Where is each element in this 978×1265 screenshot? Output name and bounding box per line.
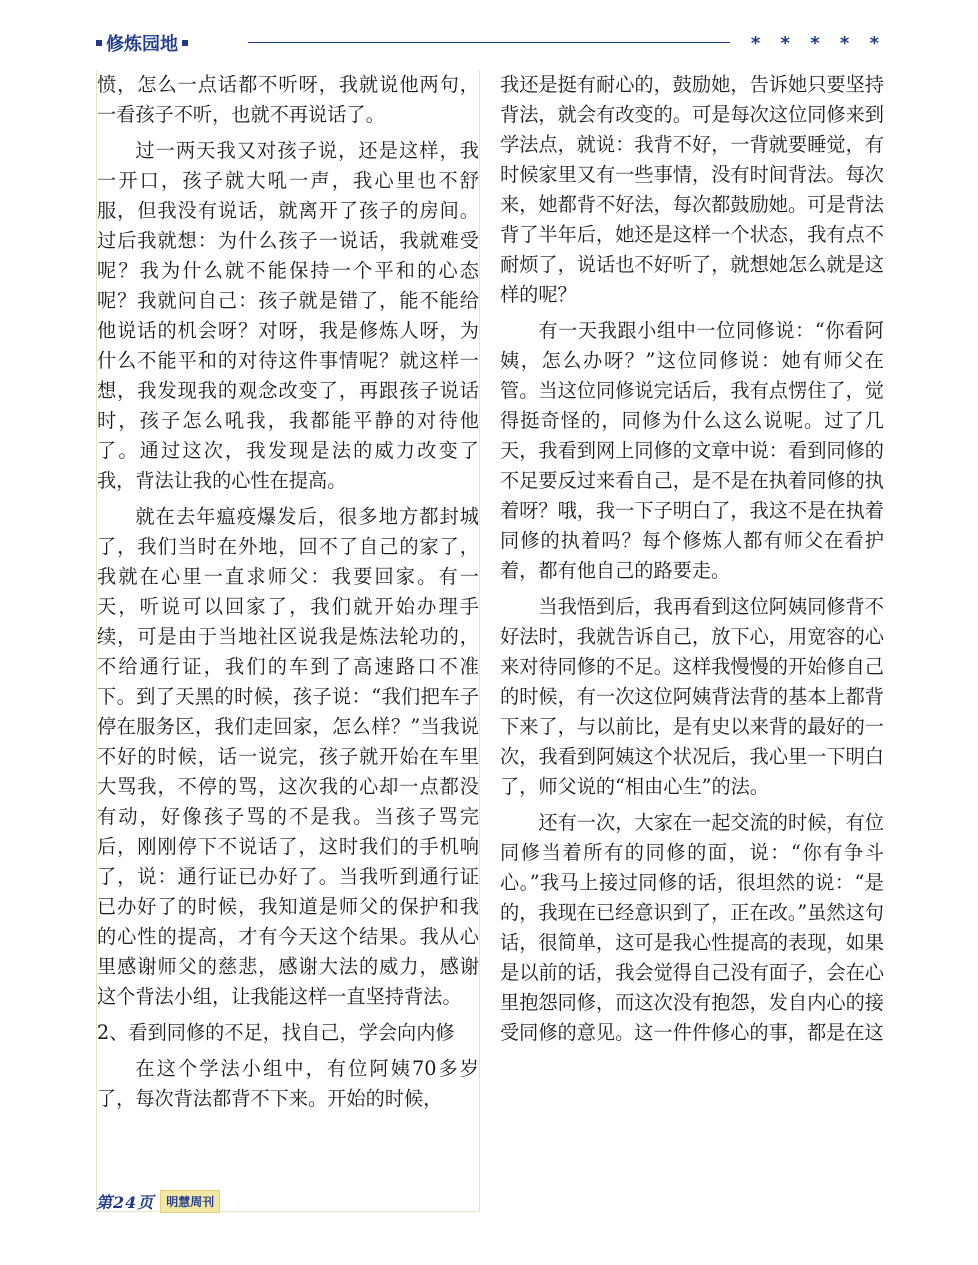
right-column xyxy=(500,70,884,1054)
paragraph: 愤，怎么一点话都不听呀，我就说他两句，一看孩子不听，也就不再说话了。 xyxy=(97,73,479,126)
section-title-group xyxy=(96,30,188,56)
page-header xyxy=(96,30,886,56)
header-stars: * * * * * xyxy=(750,32,886,54)
left-column xyxy=(96,70,480,1212)
paragraph: 就在去年瘟疫爆发后，很多地方都封城了，我们当时在外地，回不了自己的家了，我就在心里一直求师父：我要回家。有一天，听说可以回家了，我们就开始办理手续，可是由于当地社区说我是炼法轮功的，不给通行证，我们的车到了高速路口不准下。到了天黑的时候，孩子说：“我们把车子停在服务区，我们走回家，怎么样？”当我说不好的时候，话一说完，孩子就开始在车里大骂我，不停的骂，这次我的心却一点都没有动，好像孩子骂的不是我。当孩子骂完后，刚刚停下不说话了，这时我们的手机响了，说：通行证已办好了。当我听到通行证已办好了的时候，我知道是师父的保护和我的心性的提高，才有今天这个结果。我从心里感谢师父的慈悲，感谢大法的威力，感谢这个背法小组，让我能这样一直坚持背法。 xyxy=(97,505,479,1008)
square-bullet-icon xyxy=(96,40,102,46)
square-bullet-icon xyxy=(182,40,188,46)
page-number: 第24页 xyxy=(96,1192,155,1212)
paragraph: 当我悟到后，我再看到这位阿姨同修背不好法时，我就告诉自己，放下心，用宽容的心来对待同修的不足。这样我慢慢的开始修自己的时候，有一次这位阿姨背法背的基本上都背下来了，与以前比，是有史以来背的最好的一次，我看到阿姨这个状况后，我心里一下明白了，师父说的“相由心生”的法。 xyxy=(500,595,884,798)
paragraph: 过一两天我又对孩子说，还是这样，我一开口，孩子就大吼一声，我心里也不舒服，但我没有说话，就离开了孩子的房间。过后我就想：为什么孩子一说话，我就难受呢？我为什么就不能保持一个平和的心态呢？我就问自己：孩子就是错了，能不能给他说话的机会呀？对呀，我是修炼人呀，为什么不能平和的对待这件事情呢？就这样一想，我发现我的观念改变了，再跟孩子说话时，孩子怎么吼我，我都能平静的对待他了。通过这次，我发现是法的威力改变了我，背法让我的心性在提高。 xyxy=(97,139,479,492)
paragraph: 在这个学法小组中，有位阿姨70多岁了，每次背法都背不下来。开始的时候， xyxy=(97,1057,479,1110)
paragraph: 我还是挺有耐心的，鼓励她，告诉她只要坚持背法，就会有改变的。可是每次这位同修来到学法点，就说：我背不好，一背就要睡觉，有时候家里又有一些事情，没有时间背法。每次来，她都背不好法，每次都鼓励她。可是背法背了半年后，她还是这样一个状态，我有点不耐烦了，说话也不好听了，就想她怎么就是这样的呢？ xyxy=(500,73,884,306)
section-title: 修炼园地 xyxy=(106,34,178,55)
paragraph: 有一天我跟小组中一位同修说：“你看阿姨，怎么办呀？”这位同修说：她有师父在管。当这位同修说完话后，我有点愣住了，觉得挺奇怪的，同修为什么这么说呢。过了几天，我看到网上同修的文章中说：看到同修的不足要反过来看自己，是不是在执着同修的执着呀？哦，我一下子明白了，我这不是在执着同修的执着吗？每个修炼人都有师父在看护着，都有他自己的路要走。 xyxy=(500,319,884,582)
section-subheading: 2、看到同修的不足，找自己，学会向内修 xyxy=(97,1021,455,1044)
header-divider xyxy=(248,42,730,43)
magazine-name-tag: 明慧周刊 xyxy=(160,1190,220,1213)
page-footer xyxy=(96,1189,220,1213)
paragraph: 还有一次，大家在一起交流的时候，有位同修当着所有的同修的面，说：“你有争斗心。”我马上接过同修的话，很坦然的说：“是的，我现在已经意识到了，正在改。”虽然这句话，很简单，这可是我心性提高的表现，如果是以前的话，我会觉得自己没有面子，会在心里抱怨同修，而这次没有抱怨，发自内心的接受同修的意见。这一件件修心的事，都是在这 xyxy=(500,811,884,1044)
